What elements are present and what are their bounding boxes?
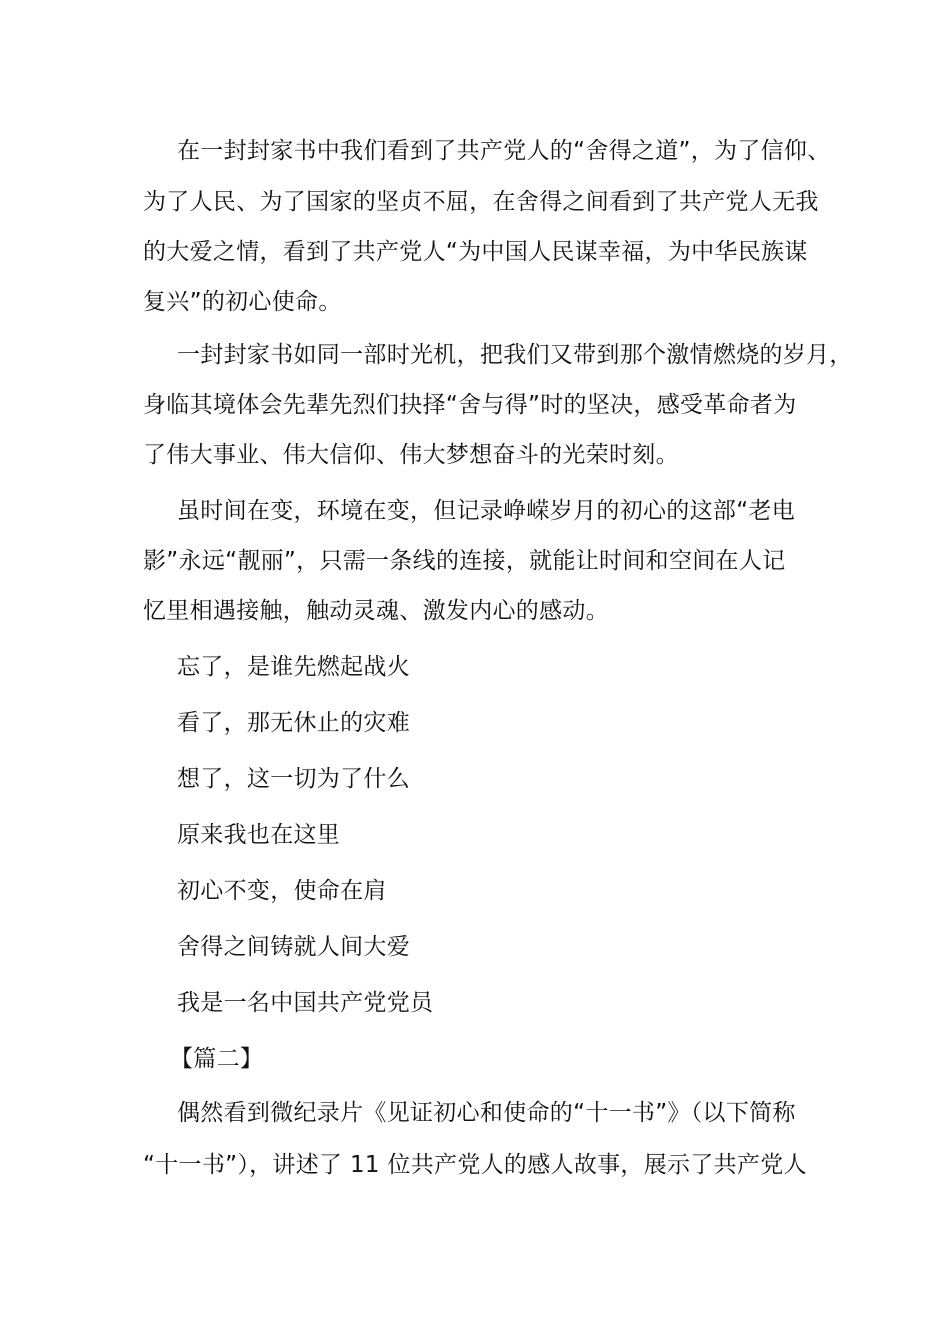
paragraph-4-line-2: “十一书”），讲述了 11 位共产党人的感人故事，展示了共产党人 <box>143 1152 807 1178</box>
paragraph-2-line-2: 身临其境体会先辈先烈们抉择“舍与得”时的坚决，感受革命者为 <box>143 392 797 418</box>
section-heading: 【篇二】 <box>170 1046 264 1072</box>
paragraph-3-line-1: 虽时间在变，环境在变，但记录峥嵘岁月的初心的这部“老电 <box>177 498 796 524</box>
paragraph-1-line-4: 复兴”的初心使命。 <box>143 289 342 315</box>
paragraph-2-line-3: 了伟大事业、伟大信仰、伟大梦想奋斗的光荣时刻。 <box>143 442 679 468</box>
paragraph-2-line-1: 一封封家书如同一部时光机，把我们又带到那个激情燃烧的岁月， <box>177 342 853 368</box>
poem-line-7: 我是一名中国共产党党员 <box>177 990 434 1016</box>
paragraph-3-line-2: 影”永远“靓丽”，只需一条线的连接，就能让时间和空间在人记 <box>143 548 786 574</box>
paragraph-1-line-2: 为了人民、为了国家的坚贞不屈，在舍得之间看到了共产党人无我 <box>143 189 819 215</box>
paragraph-1-line-3: 的大爱之情，看到了共产党人“为中国人民谋幸福，为中华民族谋 <box>143 239 808 265</box>
poem-line-4: 原来我也在这里 <box>177 822 341 848</box>
paragraph-1-line-1: 在一封封家书中我们看到了共产党人的“舍得之道”，为了信仰、 <box>177 138 831 164</box>
poem-line-1: 忘了，是谁先燃起战火 <box>177 654 410 680</box>
paragraph-4-line-1: 偶然看到微纪录片《见证初心和使命的“十一书”》（以下简称 <box>177 1100 796 1126</box>
poem-line-2: 看了，那无休止的灾难 <box>177 710 410 736</box>
poem-line-3: 想了，这一切为了什么 <box>177 766 410 792</box>
poem-line-5: 初心不变，使命在肩 <box>177 878 387 904</box>
poem-line-6: 舍得之间铸就人间大爱 <box>177 934 410 960</box>
paragraph-3-line-3: 忆里相遇接触，触动灵魂、激发内心的感动。 <box>143 598 609 624</box>
